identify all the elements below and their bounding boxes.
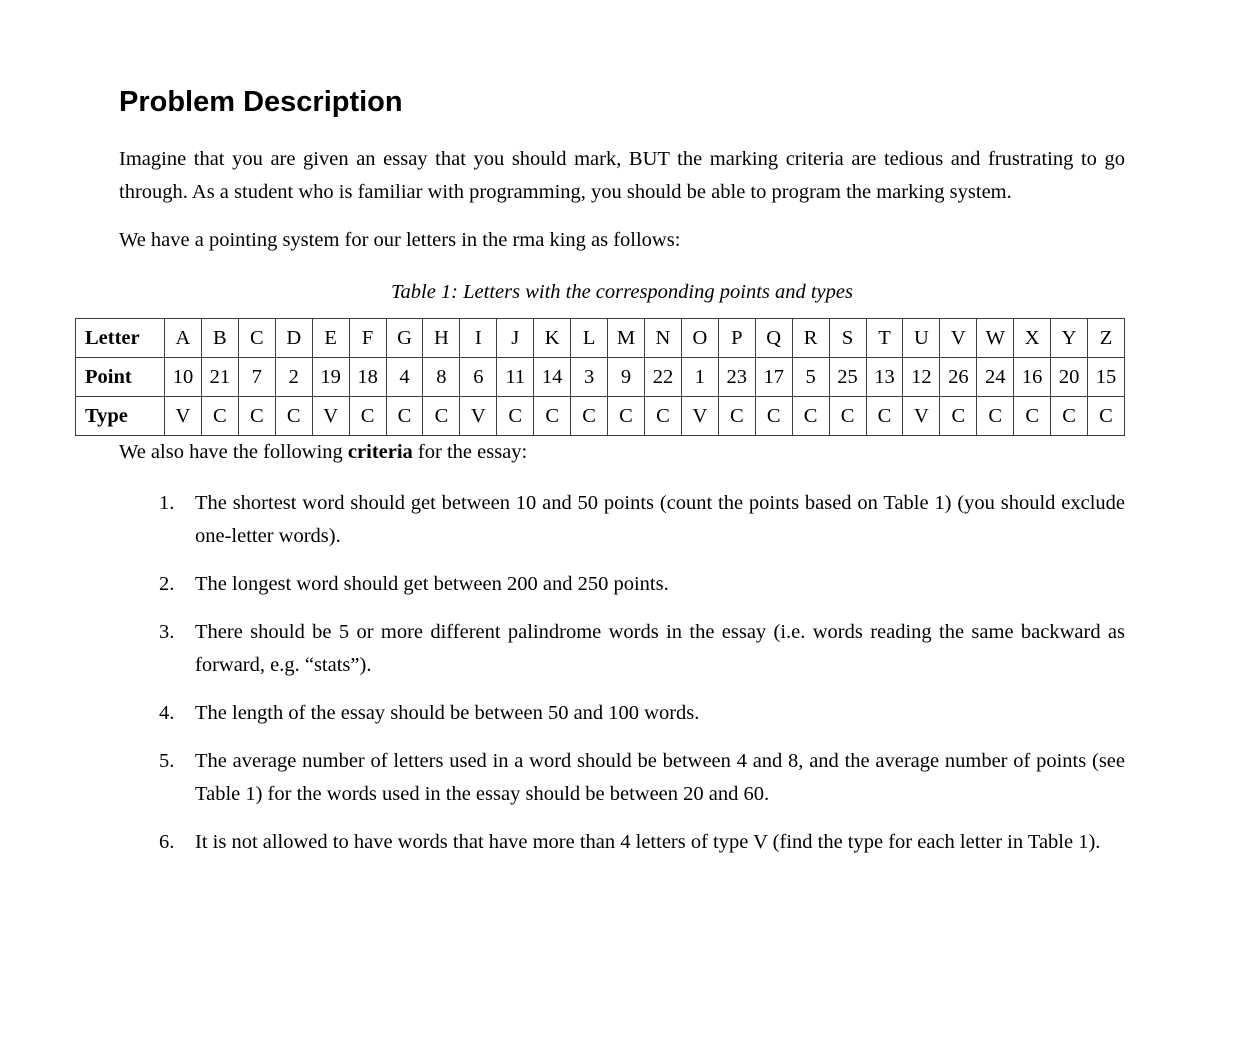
table-row-point [76,358,1125,397]
criteria-item-number: 3. [159,621,175,643]
criteria-intro-bold: criteria [347,441,413,463]
letter-cell: V [940,319,977,358]
letter-cell: W [977,319,1014,358]
letter-cell: Z [1088,319,1125,358]
row-header-type: Type [76,397,165,436]
page-title: Problem Description [119,86,403,118]
criteria-item [159,826,1125,859]
type-cell: C [718,397,755,436]
criteria-intro-prefix: We also have the following [119,441,348,463]
letter-cell: P [718,319,755,358]
type-cell: V [903,397,940,436]
criteria-item-text: It is not allowed to have words that have more than 4 letters of type V (find the type for each letter in Table 1). [195,831,1101,853]
letter-cell: H [423,319,460,358]
point-cell: 13 [866,358,903,397]
letter-cell: C [238,319,275,358]
point-cell: 1 [681,358,718,397]
type-cell: C [423,397,460,436]
letter-cell: B [201,319,238,358]
criteria-intro-paragraph [119,436,1125,469]
type-cell: C [238,397,275,436]
letter-cell: I [460,319,497,358]
criteria-item-text: The length of the essay should be between 50 and 100 words. [195,702,700,724]
point-cell: 18 [349,358,386,397]
letter-cell: M [608,319,645,358]
criteria-item [159,487,1125,553]
type-cell: C [644,397,681,436]
type-cell: C [1051,397,1088,436]
type-cell: V [460,397,497,436]
letter-cell: X [1014,319,1051,358]
criteria-item-text: The shortest word should get between 10 and 50 points (count the points based on Table 1) (you should exclude one-letter words). [195,492,1125,547]
type-cell: C [940,397,977,436]
point-cell: 7 [238,358,275,397]
letter-cell: R [792,319,829,358]
type-cell: C [1088,397,1125,436]
criteria-item-number: 1. [159,492,175,514]
criteria-item-number: 5. [159,750,175,772]
point-cell: 25 [829,358,866,397]
type-cell: C [386,397,423,436]
point-cell: 8 [423,358,460,397]
type-cell: C [977,397,1014,436]
point-cell: 22 [644,358,681,397]
criteria-item [159,745,1125,811]
criteria-item-number: 6. [159,831,175,853]
criteria-item-text: The longest word should get between 200 and 250 points. [195,573,669,595]
type-cell: C [1014,397,1051,436]
point-cell: 14 [534,358,571,397]
type-cell: V [312,397,349,436]
type-cell: C [571,397,608,436]
table-caption: Table 1: Letters with the corresponding points and types [390,281,853,303]
point-cell: 15 [1088,358,1125,397]
point-cell: 5 [792,358,829,397]
letter-cell: Q [755,319,792,358]
criteria-item-text: The average number of letters used in a word should be between 4 and 8, and the average number of points (see Table 1) for the words used in the essay should be between 20 and 60. [195,750,1125,805]
intro-paragraph: Imagine that you are given an essay that you should mark, BUT the marking criteria are tedious and frustrating to go through. As a student who is familiar with programming, you should be able to program the marking system. [119,148,1125,203]
point-cell: 3 [571,358,608,397]
point-cell: 4 [386,358,423,397]
table-row-letter [76,319,1125,358]
type-cell: C [866,397,903,436]
type-cell: C [534,397,571,436]
point-cell: 19 [312,358,349,397]
point-cell: 23 [718,358,755,397]
criteria-item-text: There should be 5 or more different palindrome words in the essay (i.e. words reading the same backward as forward, e.g. “stats”). [195,621,1125,676]
point-cell: 26 [940,358,977,397]
document-content [85,0,1125,859]
point-cell: 17 [755,358,792,397]
criteria-item [159,616,1125,682]
point-cell: 6 [460,358,497,397]
criteria-item-number: 4. [159,702,175,724]
letter-cell: L [571,319,608,358]
criteria-item-number: 2. [159,573,175,595]
letter-cell: O [681,319,718,358]
letter-cell: U [903,319,940,358]
point-cell: 11 [497,358,534,397]
letter-cell: S [829,319,866,358]
type-cell: C [497,397,534,436]
letter-cell: G [386,319,423,358]
row-header-point: Point [76,358,165,397]
letter-cell: K [534,319,571,358]
letter-cell: D [275,319,312,358]
criteria-intro-suffix: for the essay: [412,441,528,463]
criteria-item [159,568,1125,601]
type-cell: V [681,397,718,436]
type-cell: C [792,397,829,436]
point-cell: 20 [1051,358,1088,397]
criteria-list [159,487,1125,859]
point-cell: 9 [608,358,645,397]
points-table [75,318,1125,436]
criteria-item [159,697,1125,730]
point-cell: 12 [903,358,940,397]
letter-cell: N [644,319,681,358]
points-system-paragraph: We have a pointing system for our letters in the rma king as follows: [119,229,681,251]
point-cell: 16 [1014,358,1051,397]
letter-cell: F [349,319,386,358]
point-cell: 10 [165,358,202,397]
letter-cell: Y [1051,319,1088,358]
point-cell: 2 [275,358,312,397]
letter-cell: E [312,319,349,358]
letter-cell: A [165,319,202,358]
letter-cell: T [866,319,903,358]
type-cell: C [755,397,792,436]
type-cell: C [275,397,312,436]
type-cell: C [829,397,866,436]
table-row-type [76,397,1125,436]
type-cell: V [165,397,202,436]
type-cell: C [608,397,645,436]
type-cell: C [349,397,386,436]
row-header-letter: Letter [76,319,165,358]
point-cell: 21 [201,358,238,397]
letter-cell: J [497,319,534,358]
type-cell: C [201,397,238,436]
point-cell: 24 [977,358,1014,397]
